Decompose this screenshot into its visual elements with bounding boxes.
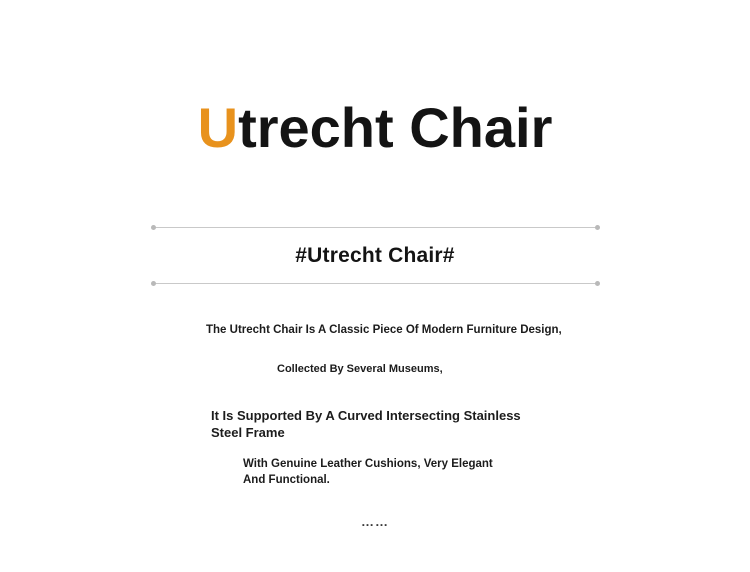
title-container bbox=[0, 0, 750, 197]
paragraph-3: It Is Supported By A Curved Intersecting Stainless Steel Frame bbox=[211, 408, 521, 441]
subtitle-block bbox=[153, 227, 598, 284]
paragraph-2: Collected By Several Museums, bbox=[277, 363, 443, 376]
title-rest: trecht Chair bbox=[238, 95, 553, 159]
page-title bbox=[198, 96, 553, 160]
divider-top bbox=[153, 227, 598, 228]
divider-bottom bbox=[153, 283, 598, 284]
body-container bbox=[0, 322, 750, 572]
paragraph-1: The Utrecht Chair Is A Classic Piece Of Modern Furniture Design, bbox=[206, 324, 562, 337]
subtitle: #Utrecht Chair# bbox=[295, 244, 455, 268]
ellipsis-marker: …… bbox=[361, 514, 389, 530]
paragraph-4: With Genuine Leather Cushions, Very Elegant And Functional. bbox=[243, 458, 493, 486]
title-accent-letter: U bbox=[197, 95, 239, 159]
